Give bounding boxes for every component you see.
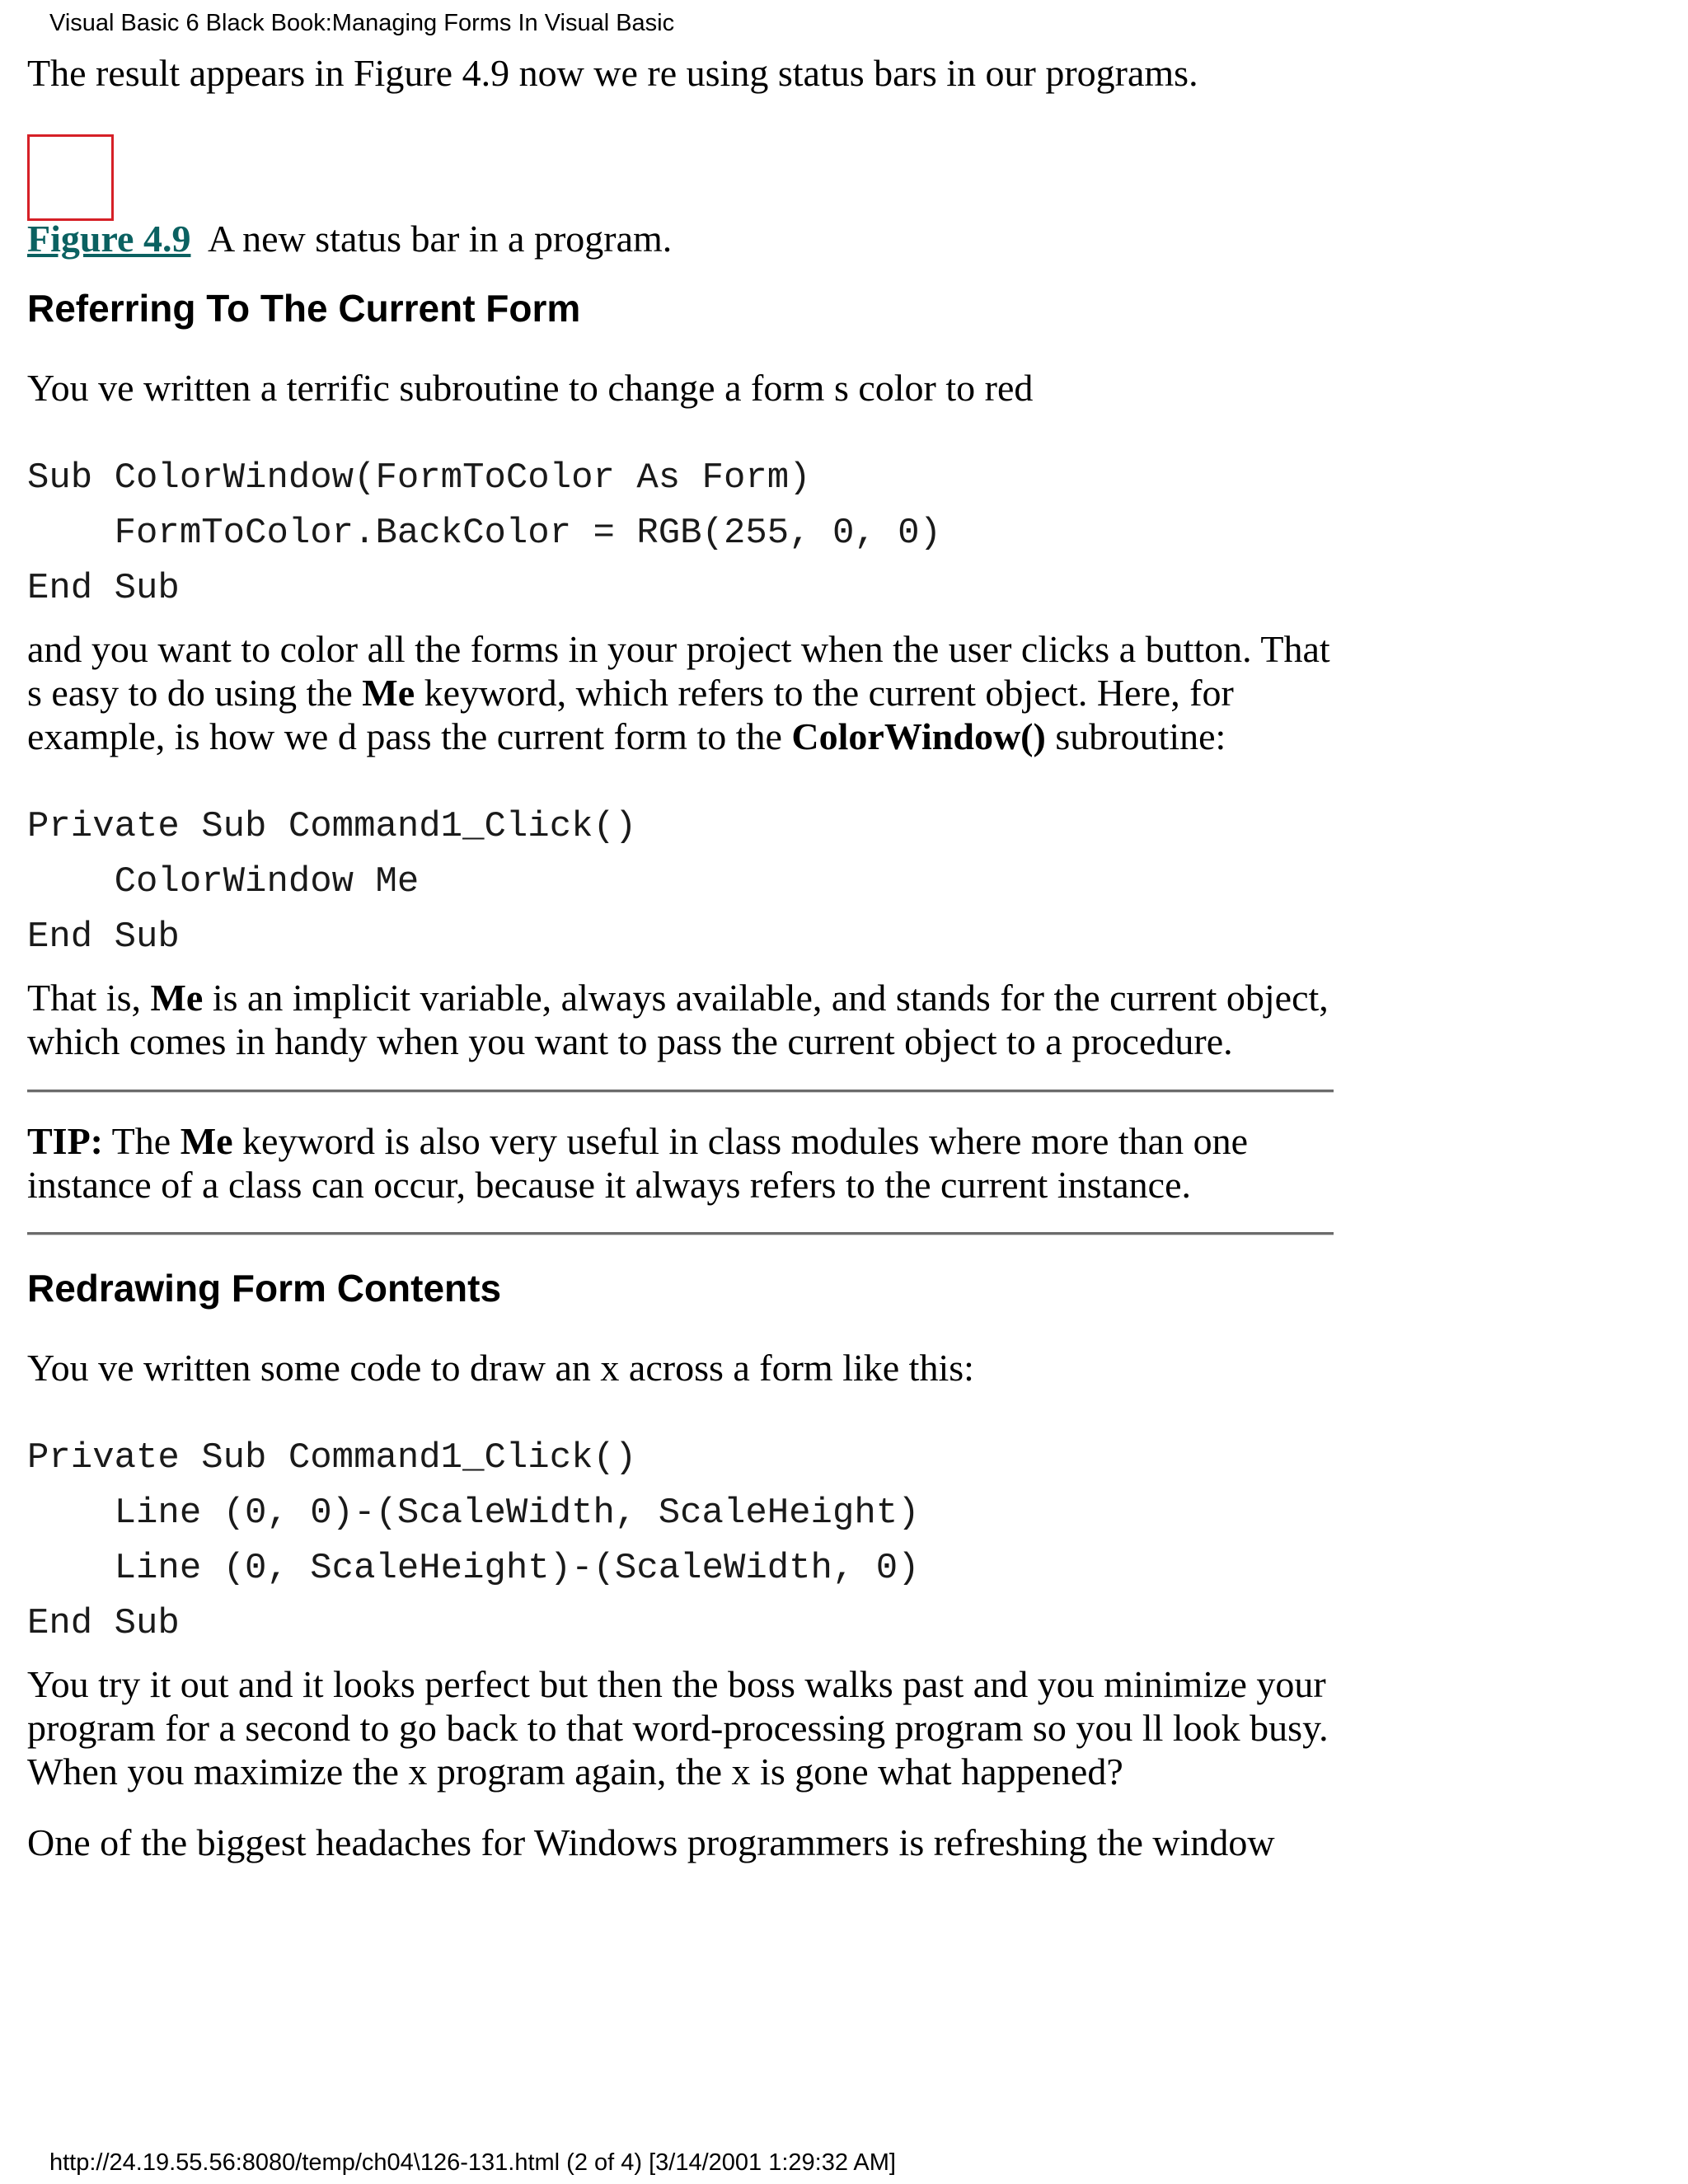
figure-caption-text: A new status bar in a program. [207, 218, 673, 260]
keyword-colorwindow: ColorWindow() [791, 715, 1046, 757]
page-content [27, 51, 1338, 1864]
tip-bottom-rule [27, 1232, 1334, 1235]
tip-paragraph: TIP: The Me keyword is also very useful in class modules where more than one instance of a class can occur, because it always refers to the current instance. [27, 1120, 1248, 1206]
code-block-draw-x: Private Sub Command1_Click() Line (0, 0)-(ScaleWidth, ScaleHeight) Line (0, ScaleHeight)-(ScaleWidth, 0) End Sub [27, 1437, 920, 1644]
page-header: Visual Basic 6 Black Book:Managing Forms In Visual Basic [49, 10, 675, 36]
section1-paragraph-3: That is, Me is an implicit variable, always available, and stands for the current object, which comes in handy when you want to pass the current object to a procedure. [27, 977, 1329, 1062]
tip-label: TIP: [27, 1120, 103, 1162]
code-block-colorwindow: Sub ColorWindow(FormToColor As Form) FormToColor.BackColor = RGB(255, 0, 0) End Sub [27, 457, 941, 609]
page-footer-url: http://24.19.55.56:8080/temp/ch04\126-131.html (2 of 4) [3/14/2001 1:29:32 AM] [49, 2149, 896, 2176]
keyword-me: Me [180, 1120, 233, 1162]
figure-image-placeholder[interactable] [27, 134, 114, 221]
keyword-me: Me [362, 672, 415, 714]
section2-paragraph-3: One of the biggest headaches for Windows programmers is refreshing the window [27, 1821, 1275, 1863]
section2-paragraph-1: You ve written some code to draw an x across a form like this: [27, 1347, 974, 1389]
section1-paragraph-2: and you want to color all the forms in your project when the user clicks a button. That s easy to do using the Me keyword, which refers to the current object. Here, for example, is how we d pass the current form to the ColorWindow() subroutine: [27, 628, 1330, 757]
section1-paragraph-1: You ve written a terrific subroutine to change a form s color to red [27, 367, 1034, 409]
keyword-me: Me [150, 977, 204, 1019]
section-heading-current-form: Referring To The Current Form [27, 287, 581, 330]
figure-caption [27, 217, 1338, 260]
section2-paragraph-2: You try it out and it looks perfect but then the boss walks past and you minimize your program for a second to go back to that word-processing program so you ll look busy. When you maximize the x program again, the x is gone what happened? [27, 1663, 1329, 1793]
code-block-command1-click: Private Sub Command1_Click() ColorWindow Me End Sub [27, 806, 637, 958]
section-heading-redrawing: Redrawing Form Contents [27, 1267, 502, 1310]
tip-top-rule [27, 1090, 1334, 1093]
intro-paragraph: The result appears in Figure 4.9 now we re using status bars in our programs. [27, 52, 1198, 94]
figure-link[interactable]: Figure 4.9 [27, 218, 191, 260]
